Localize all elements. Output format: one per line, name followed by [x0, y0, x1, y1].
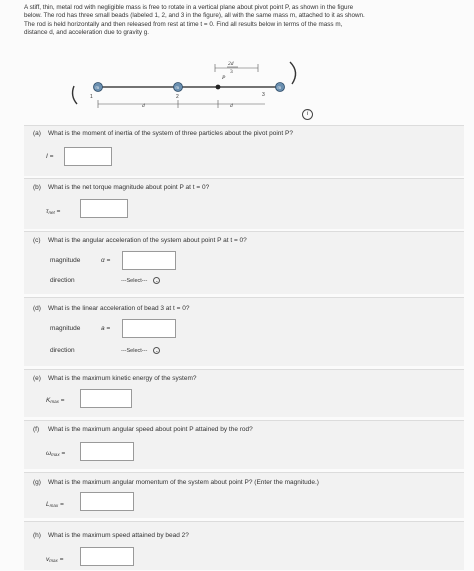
part-label: (d) [33, 305, 41, 312]
answer-input-g[interactable] [80, 492, 134, 511]
part-label: (g) [33, 479, 41, 486]
part-label: (h) [33, 532, 41, 539]
part-label: (b) [33, 184, 41, 191]
field-equals: = [56, 208, 61, 215]
rod-figure [60, 56, 360, 116]
bead-3-mass: m [277, 85, 281, 90]
field-equals: = [61, 450, 66, 457]
question-text: What is the net torque magnitude about point P at t = 0? [48, 184, 210, 191]
intro-line: A stiff, thin, metal rod with negligible mass is free to rotate in a vertical plane about pivot point P, as shown in the figure [24, 4, 354, 11]
field-symbol: v [46, 556, 50, 563]
select-value: ---Select--- [121, 348, 148, 354]
intro-line: below. The rod has three small beads (labeled 1, 2, and 3 in the figure), all with the same mass m, attached to it as shown. [24, 12, 365, 20]
direction-select-d[interactable] [121, 346, 191, 356]
question-text: What is the maximum kinetic energy of the system? [48, 375, 197, 382]
field-label [46, 208, 60, 215]
field-subscript: max [50, 399, 59, 404]
pivot-label: P [222, 75, 226, 81]
part-c [24, 231, 464, 294]
dimension-d-left: d [142, 103, 145, 109]
field-symbol: K [46, 397, 51, 404]
problem-statement [24, 4, 470, 38]
field-symbol: τ [46, 208, 49, 215]
field-subscript: net [48, 210, 55, 215]
chevron-down-icon: ⌄ [155, 348, 159, 354]
field-subscript: max [51, 452, 60, 457]
direction-label: direction [50, 277, 75, 284]
dimension-d-right: d [230, 103, 233, 109]
field-subscript: max [49, 558, 58, 563]
info-icon[interactable]: i [302, 109, 313, 120]
part-label: (e) [33, 375, 41, 382]
chevron-down-icon: ⌄ [155, 278, 159, 284]
part-d [24, 297, 464, 366]
direction-label: direction [50, 347, 75, 354]
question-text: What is the angular acceleration of the system about point P at t = 0? [48, 237, 247, 244]
field-label: I = [46, 153, 54, 160]
question-text: What is the maximum speed attained by bead 2? [48, 532, 189, 539]
select-value: ---Select--- [121, 278, 148, 284]
field-label [46, 501, 64, 508]
answer-input-f[interactable] [80, 442, 134, 461]
intro-line: The rod is held horizontally and then released from rest at time t = 0. Find all results below in terms of the mass m, [24, 20, 343, 28]
field-label [46, 397, 64, 404]
answer-input-h[interactable] [80, 547, 134, 566]
dimension-frac-den: 3 [230, 69, 233, 75]
field-label [46, 556, 63, 563]
intro-line: distance d, and acceleration due to gravity g. [24, 29, 149, 37]
alpha-label: α = [101, 257, 111, 264]
rotation-arc-left [73, 86, 77, 104]
bead-3-label: 3 [262, 92, 265, 98]
bead-2-label: 2 [176, 94, 179, 100]
field-symbol: L [46, 501, 50, 508]
question-text: What is the maximum angular momentum of the system about point P? (Enter the magnitude.) [48, 479, 319, 486]
direction-select-c[interactable] [121, 276, 191, 286]
a-label: a = [101, 325, 111, 332]
magnitude-label: magnitude [50, 257, 81, 264]
dimension-frac-num: 2d [228, 61, 234, 67]
answer-input-b[interactable] [80, 199, 128, 218]
part-label: (c) [33, 237, 41, 244]
part-b [24, 178, 464, 229]
answer-input-d[interactable] [122, 319, 176, 338]
rotation-arc-right [290, 62, 296, 84]
bead-1-mass: m [95, 85, 99, 90]
bead-1-label: 1 [90, 94, 93, 100]
magnitude-label: magnitude [50, 325, 81, 332]
part-f [24, 420, 464, 469]
answer-input-a[interactable] [64, 147, 112, 166]
part-label: (a) [33, 130, 41, 137]
bead-2-mass: m [175, 85, 179, 90]
part-g [24, 472, 464, 518]
field-subscript: max [49, 503, 59, 508]
question-text: What is the moment of inertia of the system of three particles about the pivot point P? [48, 130, 293, 137]
field-equals: = [59, 556, 64, 563]
question-text: What is the maximum angular speed about point P attained by the rod? [48, 426, 253, 433]
part-e [24, 369, 464, 417]
part-h [24, 521, 464, 570]
field-symbol: ω [46, 450, 52, 457]
answer-input-e[interactable] [80, 389, 132, 408]
answer-input-c[interactable] [122, 251, 176, 270]
field-equals: = [59, 501, 64, 508]
pivot-point [216, 85, 221, 90]
part-label: (f) [33, 426, 40, 433]
field-equals: = [60, 397, 65, 404]
question-text: What is the linear acceleration of bead 3 at t = 0? [48, 305, 190, 312]
part-a [24, 125, 464, 176]
field-label [46, 450, 65, 457]
